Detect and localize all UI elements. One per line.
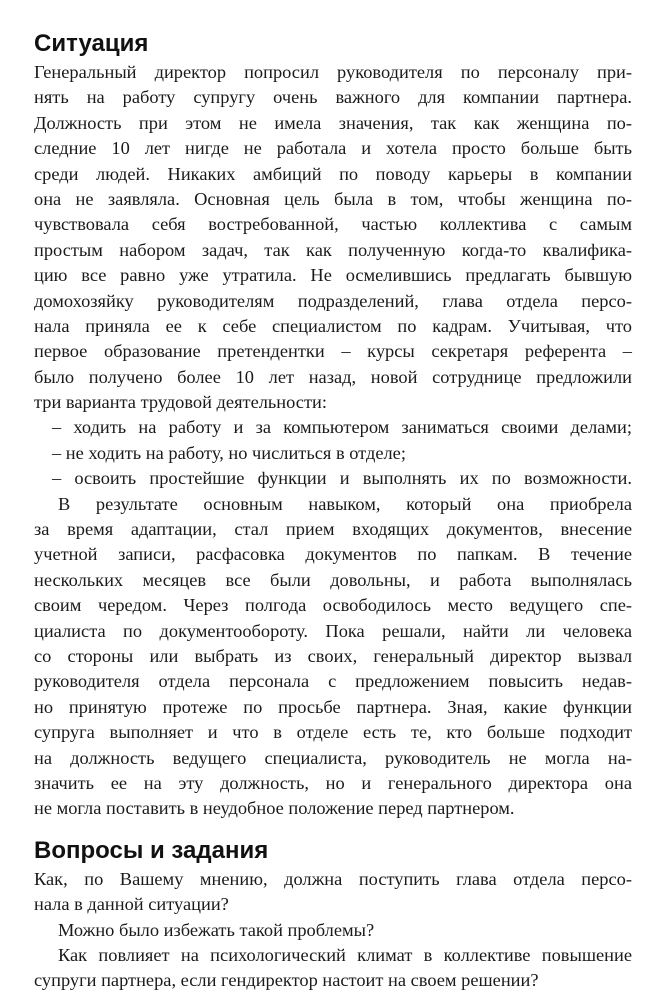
- text-line: не могла поставить в неудобное положение перед партнером.: [34, 798, 515, 819]
- text-line: на должность ведущего специалиста, руководитель не могла на-: [34, 747, 632, 768]
- text-line: Как повлияет на психологический климат в коллективе повышение: [58, 944, 632, 965]
- text-line: супруги партнера, если гендиректор настоит на своем решении?: [34, 970, 539, 991]
- text-line: три варианта трудовой деятельности:: [34, 392, 327, 413]
- text-line: нять на работу супругу очень важного для компании партнера.: [34, 87, 632, 108]
- text-line: нала в данной ситуации?: [34, 894, 229, 915]
- list-item: – не ходить на работу, но числиться в отделе;: [52, 442, 406, 463]
- text-line: нескольких месяцев все были довольны, и работа выполнялась: [34, 569, 632, 590]
- questions-heading: Вопросы и задания: [34, 836, 269, 864]
- text-line: супруга выполняет и что в отделе есть те, кто больше подходит: [34, 722, 632, 743]
- text-line: среди людей. Никаких амбиций по поводу карьеры в компании: [34, 163, 632, 184]
- text-line: Генеральный директор попросил руководителя по персоналу при-: [34, 62, 632, 82]
- text-line: простым набором задач, так как полученную когда-то квалифика-: [34, 239, 632, 260]
- options-list: [34, 415, 632, 491]
- text-line: В результате основным навыком, который она приобрела: [58, 493, 632, 514]
- text-line: своим чередом. Через полгода освободилось место ведущего спе-: [34, 595, 632, 616]
- text-line: значить ее на эту должность, но и генерального директора она: [34, 772, 632, 793]
- text-line: Как, по Вашему мнению, должна поступить глава отдела персо-: [34, 868, 632, 889]
- result-paragraph: [34, 492, 632, 822]
- list-item: – освоить простейшие функции и выполнять их по возможности.: [52, 468, 632, 489]
- text-line: Можно было избежать такой проблемы?: [58, 919, 375, 940]
- text-line: чувствовала себя востребованной, частью коллектива с самым: [34, 214, 632, 235]
- question-1: [34, 867, 632, 918]
- text-line: было получено более 10 лет назад, новой сотруднице предложили: [34, 366, 632, 387]
- text-line: нала приняла ее к себе специалистом по кадрам. Учитывая, что: [34, 315, 632, 336]
- text-line: руководителя отдела персонала с предложением повысить недав-: [34, 671, 632, 692]
- situation-heading: Ситуация: [34, 30, 149, 57]
- text-line: циалиста по документообороту. Пока решали, найти ли человека: [34, 620, 632, 641]
- text-line: она не заявляла. Основная цель была в том, чтобы женщина по-: [34, 188, 632, 209]
- text-line: первое образование претендентки – курсы секретаря референта –: [34, 341, 632, 362]
- text-line: домохозяйку руководителям подразделений, глава отдела персо-: [34, 290, 632, 311]
- text-line: следние 10 лет нигде не работала и хотела просто больше быть: [34, 138, 632, 159]
- text-line: цию все равно уже утратила. Не осмелившись предлагать бывшую: [34, 265, 632, 286]
- text-line: учетной записи, расфасовка документов по папкам. В течение: [34, 544, 632, 565]
- text-line: за время адаптации, стал прием входящих документов, внесение: [34, 519, 632, 540]
- text-line: но принятую протеже по просьбе партнера. Зная, какие функции: [34, 696, 632, 717]
- document-page: [34, 30, 632, 994]
- question-3: [34, 943, 632, 994]
- text-line: Должность при этом не имела значения, так как женщина по-: [34, 112, 632, 133]
- text-line: со стороны или выбрать из своих, генеральный директор вызвал: [34, 645, 632, 666]
- question-2: [34, 918, 632, 943]
- situation-paragraph: [34, 60, 632, 415]
- list-item: – ходить на работу и за компьютером заниматься своими делами;: [52, 417, 632, 438]
